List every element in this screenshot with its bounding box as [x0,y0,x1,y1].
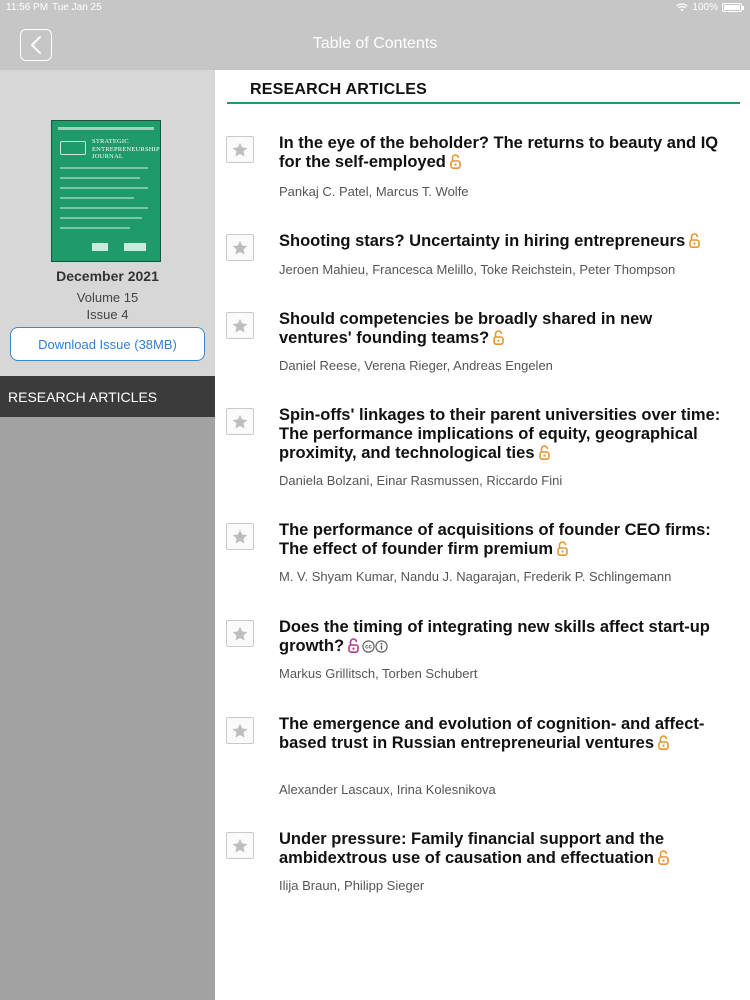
star-icon [231,413,249,431]
status-time: 11:56 PM [6,2,49,13]
article-title-text: Does the timing of integrating new skills affect start-up growth? [279,618,710,655]
cover-line [60,217,142,219]
article-title[interactable] [279,618,729,656]
issue-info-panel [0,70,215,376]
star-icon [231,239,249,257]
section-heading: RESEARCH ARTICLES [250,81,428,98]
star-icon [231,837,249,855]
article-title-text: Shooting stars? Uncertainty in hiring entrepreneurs [279,232,686,250]
battery-icon [722,3,742,12]
cover-line [60,197,134,199]
article-title[interactable] [279,715,729,753]
cover-title: STRATEGIC ENTREPRENEURSHIP JOURNAL [92,138,160,160]
open-lock-icon [689,233,700,248]
article-title[interactable] [279,406,729,463]
star-icon [231,141,249,159]
article-title[interactable] [279,134,729,172]
issue-date: December 2021 [56,268,159,284]
favorite-button[interactable] [226,523,254,550]
cover-publisher-mark [124,243,146,251]
page-title: Table of Contents [312,35,438,52]
article-authors: Alexander Lascaux, Irina Kolesnikova [279,782,496,797]
favorite-button[interactable] [226,136,254,163]
star-icon [231,528,249,546]
favorite-button[interactable] [226,620,254,647]
article-authors: Daniela Bolzani, Einar Rasmussen, Riccardo Fini [279,473,563,488]
sidebar [0,70,215,1000]
article-title-text: Under pressure: Family financial support and the ambidextrous use of causation and effectuation [279,830,665,867]
sidebar-item-research-articles[interactable]: RESEARCH ARTICLES [0,376,215,417]
open-lock-purple-icon [348,638,359,653]
creative-commons-icon [362,640,388,653]
section-divider [227,102,740,104]
star-icon [231,722,249,740]
download-issue-button[interactable]: Download Issue (38MB) [10,327,205,361]
article-title[interactable] [279,830,729,868]
navigation-bar [0,16,750,70]
open-lock-icon [539,445,550,460]
article-title-text: Should competencies be broadly shared in new ventures' founding teams? [279,310,653,347]
article-title[interactable] [279,232,729,251]
article-title-text: In the eye of the beholder? The returns to beauty and IQ for the self-employed [279,134,719,171]
wifi-icon [676,3,688,12]
cover-publisher-mark [92,243,108,251]
status-right [676,2,742,13]
svg-text:cc: cc [365,644,372,651]
open-lock-icon [450,154,461,169]
article-title[interactable] [279,310,729,348]
article-title-text: The emergence and evolution of cognition- and affect-based trust in Russian entrepreneurial ventures [279,715,705,752]
article-authors: Daniel Reese, Verena Rieger, Andreas Engelen [279,358,553,373]
status-bar [0,0,750,16]
article-title-text: The performance of acquisitions of founder CEO firms: The effect of founder firm premium [279,521,711,558]
article-authors: Pankaj C. Patel, Marcus T. Wolfe [279,184,469,199]
favorite-button[interactable] [226,234,254,261]
article-authors: M. V. Shyam Kumar, Nandu J. Nagarajan, Frederik P. Schlingemann [279,569,672,584]
favorite-button[interactable] [226,832,254,859]
battery-percent: 100% [692,2,718,13]
cover-header-strip [58,127,154,130]
cover-line [60,187,148,189]
favorite-button[interactable] [226,408,254,435]
cover-logo [60,141,86,155]
article-authors: Ilija Braun, Philipp Sieger [279,878,425,893]
status-date: Tue Jan 25 [52,2,102,13]
open-lock-icon [493,330,504,345]
favorite-button[interactable] [226,312,254,339]
issue-number: Issue 4 [86,307,129,322]
cover-line [60,177,140,179]
journal-cover-image[interactable] [51,120,161,262]
star-icon [231,625,249,643]
article-title[interactable] [279,521,729,559]
star-icon [231,317,249,335]
favorite-button[interactable] [226,717,254,744]
cover-line [60,227,130,229]
table-of-contents [215,70,750,1000]
issue-volume: Volume 15 [76,290,139,305]
article-authors: Markus Grillitsch, Torben Schubert [279,666,478,681]
open-lock-icon [557,541,568,556]
open-lock-icon [658,850,669,865]
cover-line [60,167,148,169]
article-title-text: Spin-offs' linkages to their parent universities over time: The performance implications of equity, geographical proximity, and technological ties [279,406,721,462]
article-authors: Jeroen Mahieu, Francesca Melillo, Toke Reichstein, Peter Thompson [279,262,676,277]
cover-line [60,207,148,209]
open-lock-icon [658,735,669,750]
